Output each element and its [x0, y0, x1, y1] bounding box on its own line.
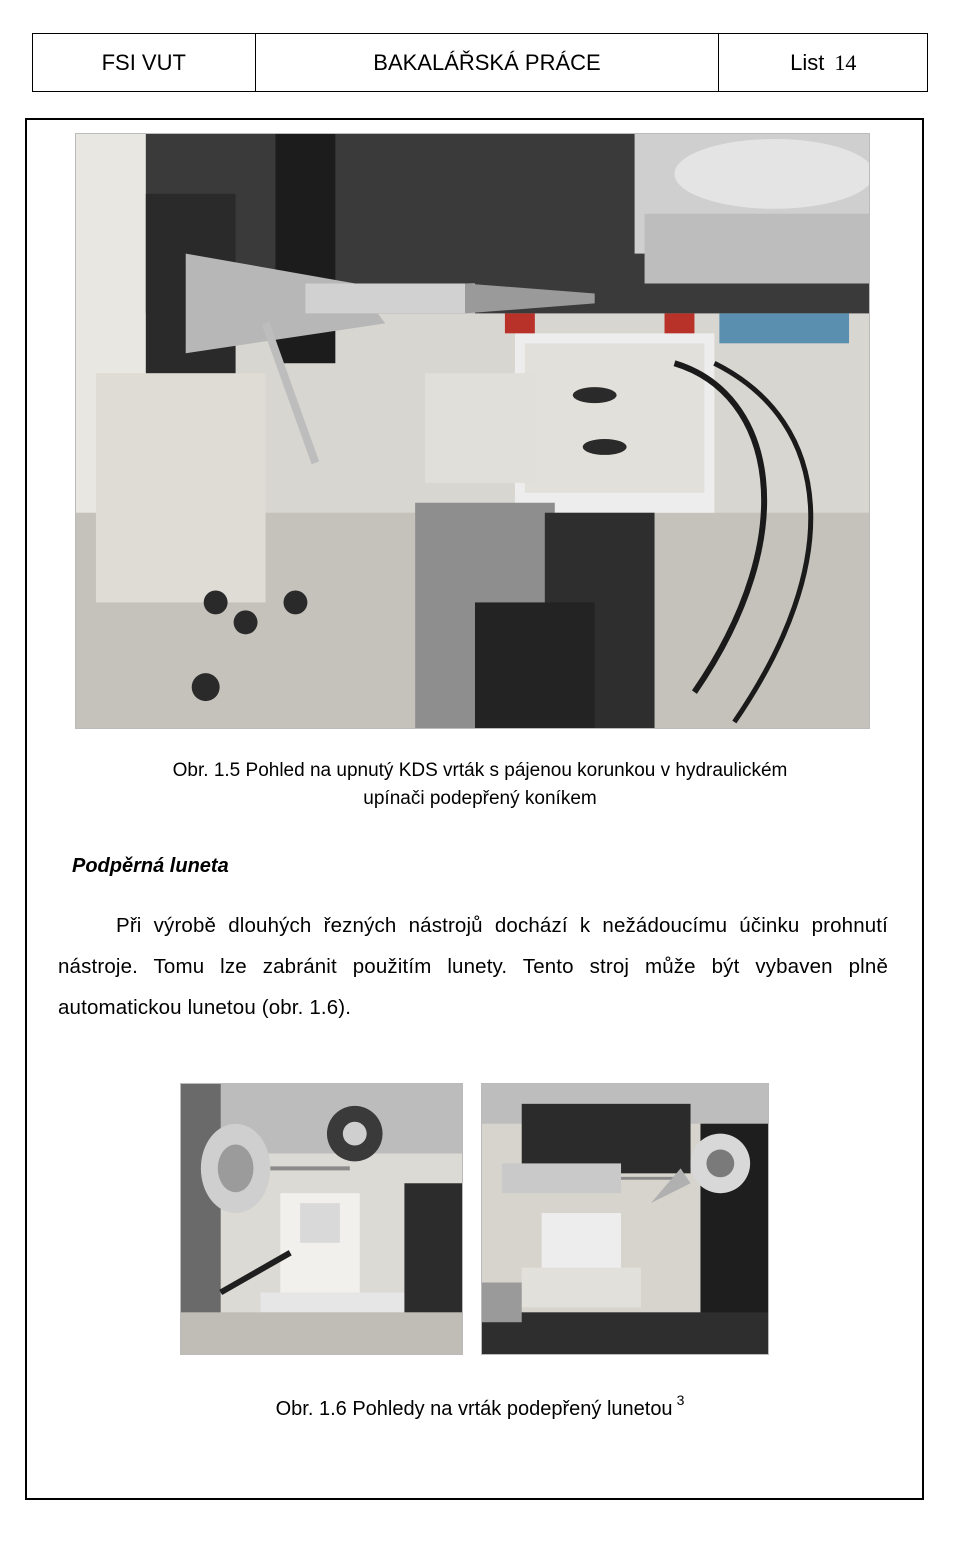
section-heading: Podpěrná luneta: [72, 855, 229, 877]
photo-steady-rest-right: [481, 1083, 769, 1355]
page-header: [32, 33, 928, 92]
footnote-ref: 3: [676, 1392, 685, 1408]
figure2-caption: [0, 1392, 960, 1421]
section-paragraph: Při výrobě dlouhých řezných nástrojů dochází k nežádoucímu účinku prohnutí nástroje. Tomu lze zabránit použitím lunety. Tento stroj může být vybaven plně automatickou lunetou (obr. 1.6).: [58, 914, 888, 1019]
list-number: 14: [834, 49, 857, 75]
photo-steady-rest-left: [180, 1083, 463, 1355]
figure2-caption-text: Obr. 1.6 Pohledy na vrták podepřený lunetou: [275, 1398, 673, 1420]
header-title: BAKALÁŘSKÁ PRÁCE: [256, 34, 720, 91]
figure1-caption-line2: upínači podepřený koníkem: [363, 788, 597, 809]
photo-clamped-drill: [75, 133, 870, 729]
header-school: FSI VUT: [33, 34, 256, 91]
figure1-caption-line1: Obr. 1.5 Pohled na upnutý KDS vrták s pájenou korunkou v hydraulickém: [172, 760, 788, 781]
list-label: List: [790, 49, 825, 75]
header-list: [719, 34, 927, 91]
